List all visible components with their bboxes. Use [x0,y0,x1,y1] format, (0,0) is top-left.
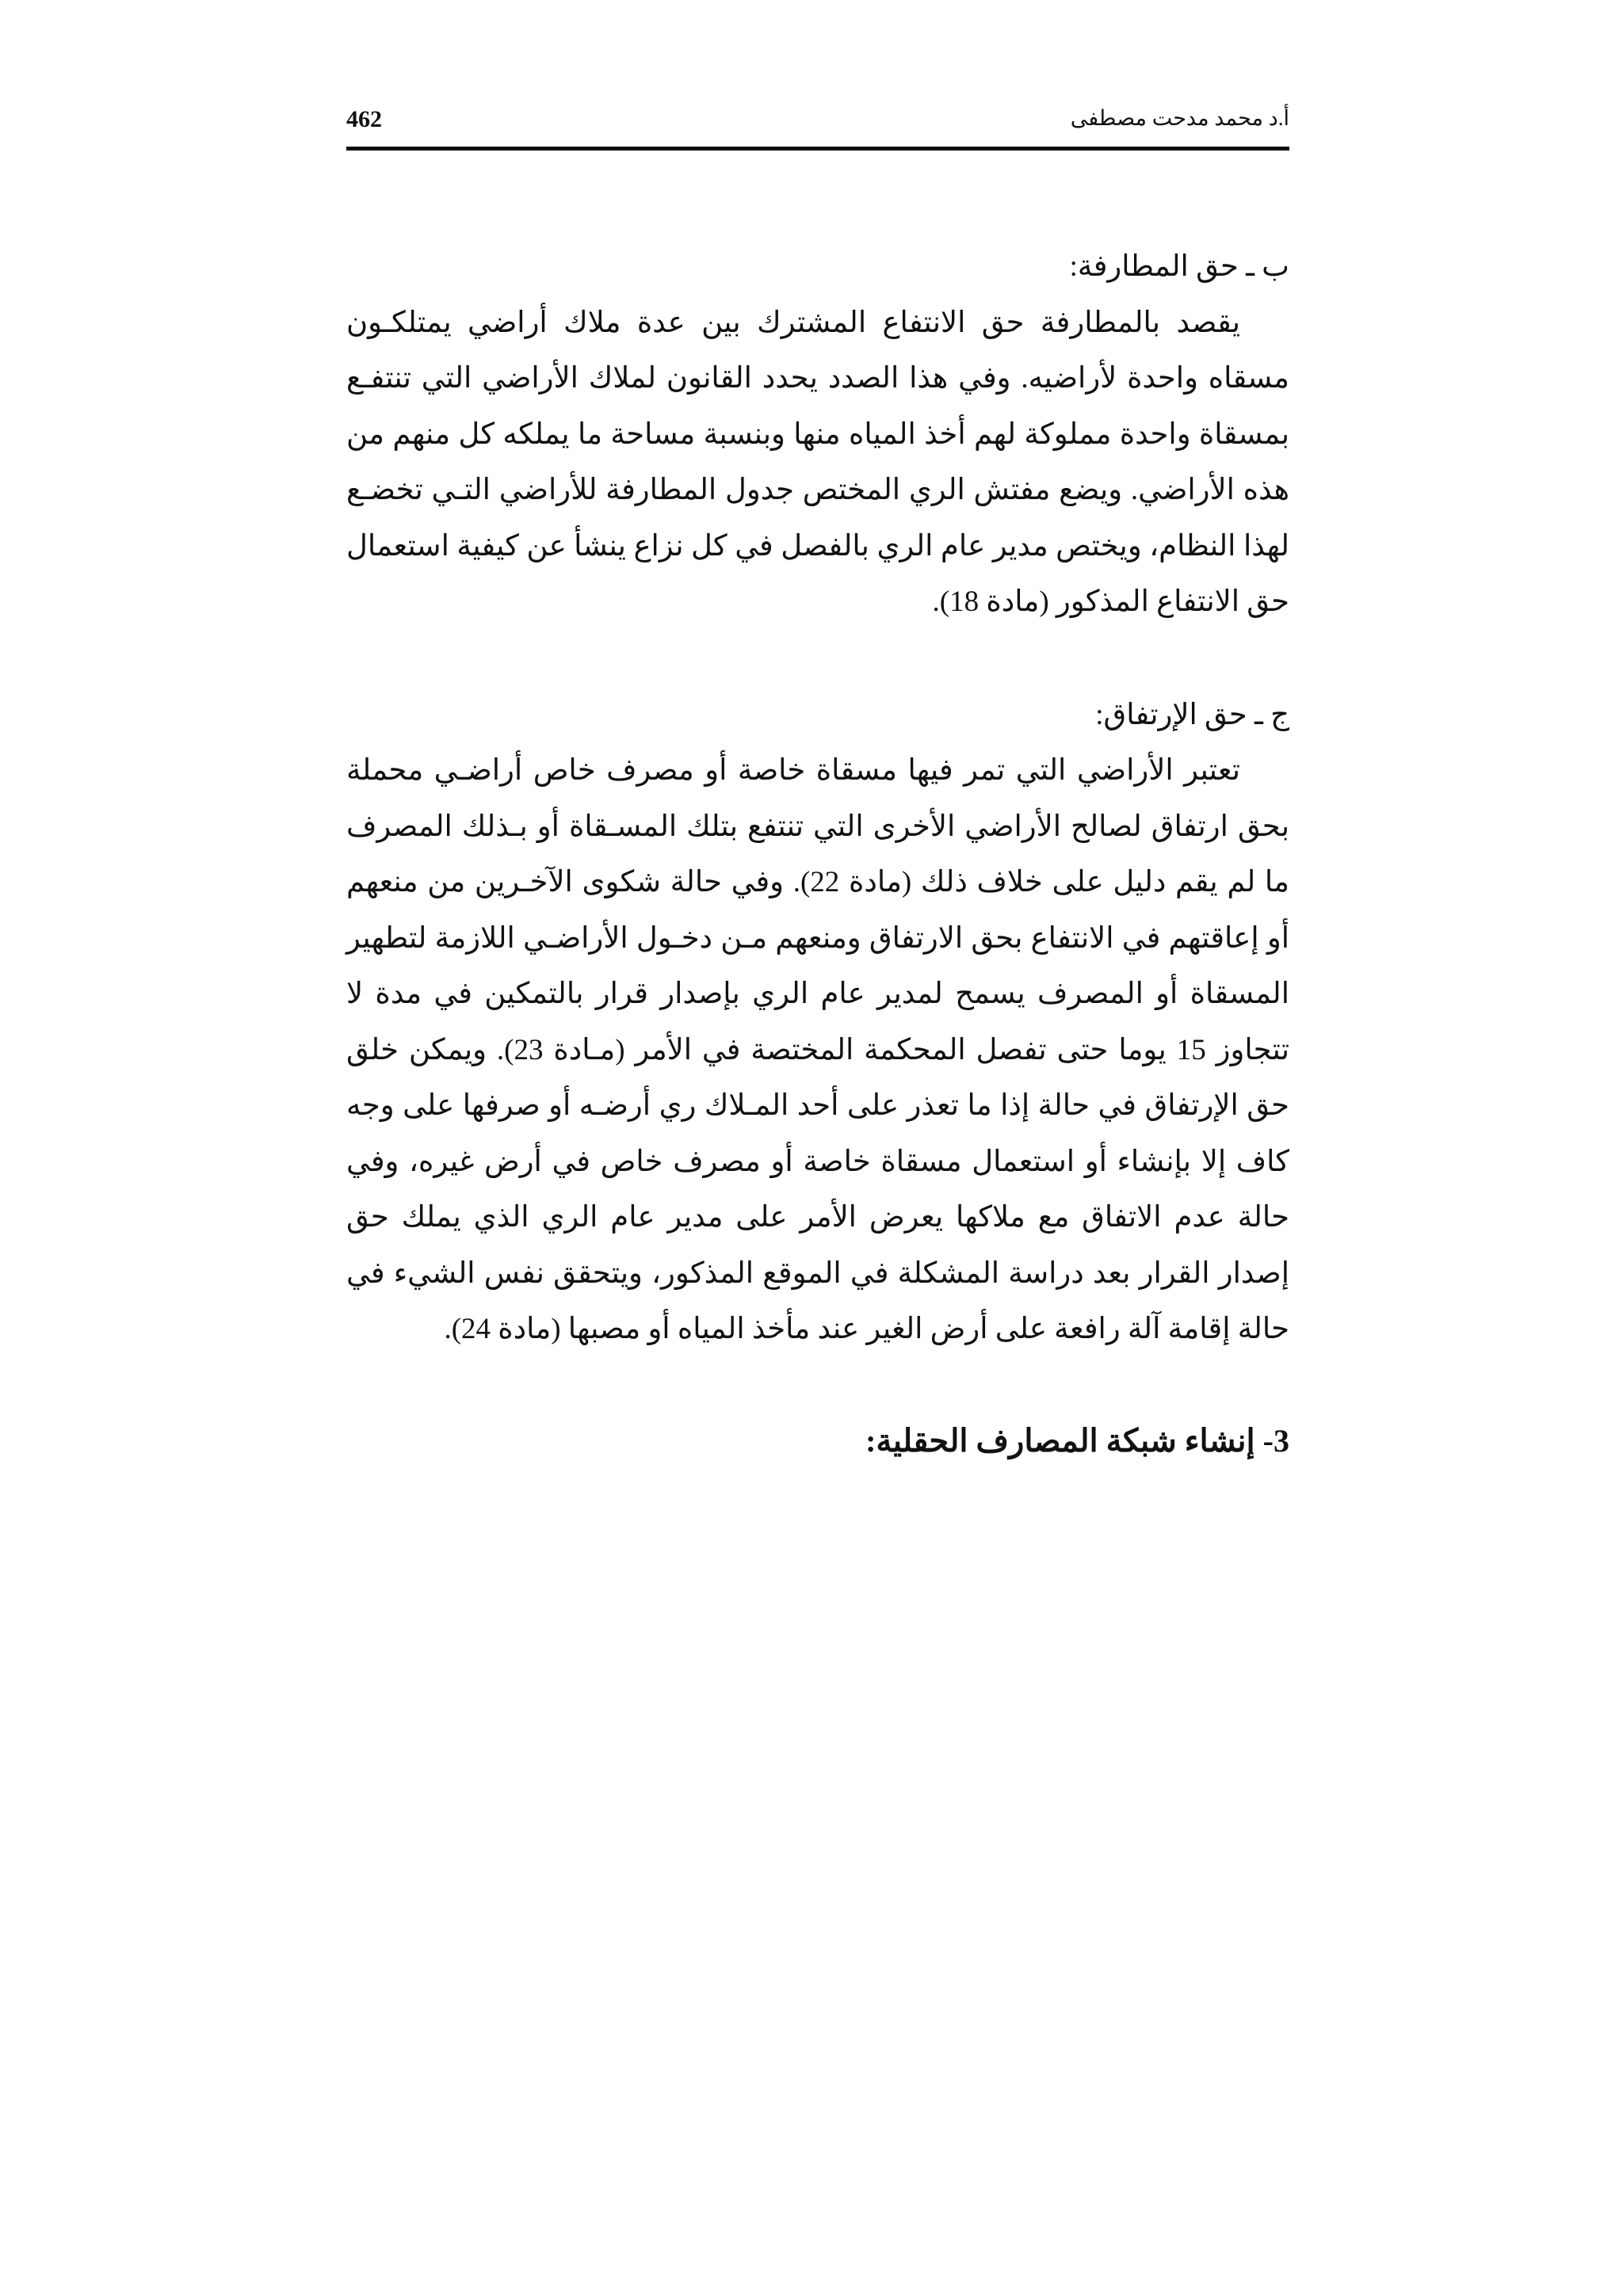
main-heading-field-drains: 3- إنشاء شبكة المصارف الحقلية: [865,1422,1289,1459]
paragraph-irtifaq: تعتبر الأراضي التي تمر فيها مسقاة خاصة أو مصرف خاص أراضـي محملة بحق ارتفاق لصالح الأراضي الأخرى التي تنتفع بتلك المسـقاة أو بـذلك المصرف ما لم يقم دليل على خلاف ذلك (مادة 22). وفي حالة شكوى الآخـرين من منعهم أو إعاقتهم في الانتفاع بحق الارتفاق ومنعهم مـن دخـول الأراضـي اللازمة لتطهير المسقاة أو المصرف يسمح لمدير عام الري بإصدار قرار بالتمكين في مدة لا تتجاوز 15 يوما حتى تفصل المحكمة المختصة في الأمر (مـادة 23). ويمكن خلق حق الإرتفاق في حالة إذا ما تعذر على أحد المـلاك ري أرضـه أو صرفها على وجه كاف إلا بإنشاء أو استعمال مسقاة خاصة أو مصرف خاص في أرض غيره، وفي حالة عدم الاتفاق مع ملاكها يعرض الأمر على مدير عام الري الذي يملك حق إصدار القرار بعد دراسة المشكلة في الموقع المذكور، ويتحقق نفس الشيء في حالة إقامة آلة رافعة على أرض الغير عند مأخذ المياه أو مصبها (مادة 24). [346,754,1289,1345]
paragraph-mutarafa: يقصد بالمطارفة حق الانتفاع المشترك بين عدة ملاك أراضي يمتلكـون مسقاه واحدة لأراضيه. وفي هذا الصدد يحدد القانون لملاك الأراضي التي تنتفـع بمسقاة واحدة مملوكة لهم أخذ المياه منها وبنسبة مساحة ما يملكه كل منهم من هذه الأراضي. ويضع مفتش الري المختص جدول المطارفة للأراضي التـي تخضـع لهذا النظام، ويختص مدير عام الري بالفصل في كل نزاع ينشأ عن كيفية استعمال حق الانتفاع المذكور (مادة 18). [346,306,1289,618]
section-title-mutarafa: ب ـ حق المطارفة: [1069,250,1289,283]
header-rule [346,147,1289,151]
page-header [346,101,1289,149]
page-body [346,239,1289,1469]
running-head-author: أ.د محمد مدحت مصطفى [1070,106,1289,130]
section-spacer [346,1358,1289,1413]
section-spacer [346,631,1289,688]
page-number: 462 [346,106,382,132]
section-title-irtifaq: ج ـ حق الإرتفاق: [1095,698,1289,731]
